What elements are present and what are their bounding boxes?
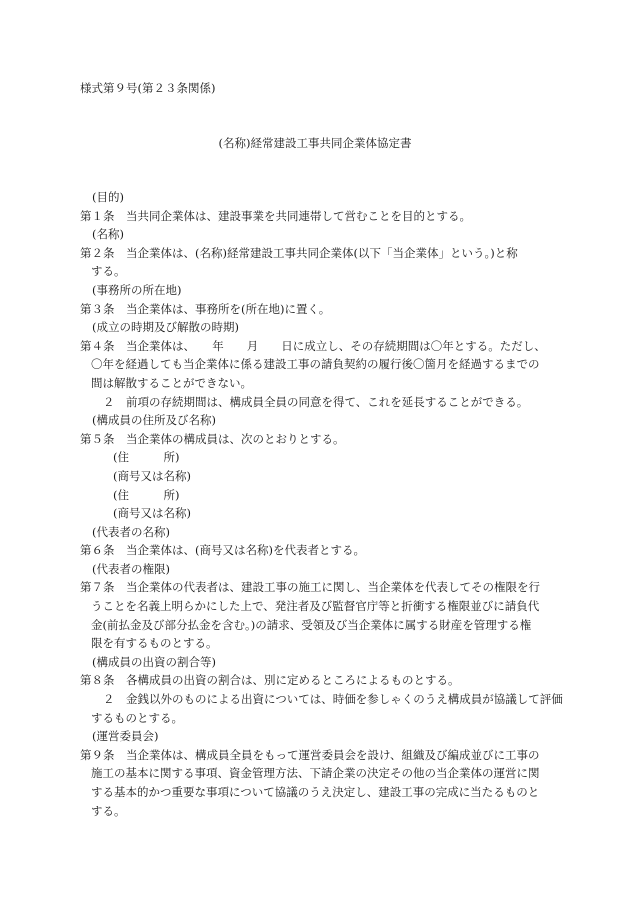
article-line: 第９条 当企業体は、構成員全員をもって運営委員会を設け、組織及び編成並びに工事の: [80, 747, 540, 762]
section-heading: (代表者の権限): [92, 561, 170, 576]
form-number: 様式第９号(第２３条関係): [80, 81, 216, 95]
sub-clause-line: ２ 前項の存続期間は、構成員全員の同意を得て、これを延長することができる。: [103, 394, 529, 409]
section-heading: (構成員の出資の割合等): [92, 654, 216, 669]
continuation-line: うことを名義上明らかにした上で、発注者及び監督官庁等と折衝する権限並びに請負代: [91, 599, 540, 614]
continuation-line: 〇年を経過しても当企業体に係る建設工事の請負契約の履行後〇箇月を経過するまでの: [91, 357, 540, 372]
article-line: 第１条 当共同企業体は、建設事業を共同連帯して営むことを目的とする。: [80, 208, 471, 223]
continuation-line: 金(前払金及び部分払金を含む。)の請求、受領及び当企業体に属する財産を管理する権: [91, 617, 532, 632]
continuation-line: 施工の基本に関する事項、資金管理方法、下請企業の決定その他の当企業体の運営に関: [91, 766, 540, 781]
member-entry: (商号又は名称): [113, 468, 191, 483]
continuation-line: 限を有するものとする。: [91, 636, 218, 651]
document-body: [80, 188, 563, 820]
section-heading: (運営委員会): [92, 729, 159, 744]
article-line: 第５条 当企業体の構成員は、次のとおりとする。: [80, 431, 345, 446]
article-line: 第６条 当企業体は、(商号又は名称)を代表者とする。: [80, 543, 365, 558]
member-entry: (商号又は名称): [113, 506, 191, 521]
article-line: 第２条 当企業体は、(名称)経常建設工事共同企業体(以下「当企業体」という。)と称: [80, 245, 518, 260]
section-heading: (事務所の所在地): [92, 282, 182, 297]
article-line: 第３条 当企業体は、事務所を(所在地)に置く。: [80, 301, 331, 316]
member-entry: (住 所): [113, 487, 180, 502]
member-entry: (住 所): [113, 450, 180, 465]
continuation-line: する。: [91, 803, 126, 818]
article-line: 第８条 各構成員の出資の割合は、別に定めるところによるものとする。: [80, 673, 460, 688]
document-title: (名称)経常建設工事共同企業体協定書: [218, 136, 412, 150]
section-heading: (成立の時期及び解散の時期): [92, 320, 239, 335]
section-heading: (構成員の住所及び名称): [92, 413, 216, 428]
article-line: 第７条 当企業体の代表者は、建設工事の施工に関し、当企業体を代表してその権限を行: [80, 580, 540, 595]
continuation-line: する。: [91, 264, 126, 279]
continuation-line: するものとする。: [91, 710, 183, 725]
sub-clause-line: ２ 金銭以外のものによる出資については、時価を参しゃくのうえ構成員が協議して評価: [103, 692, 563, 707]
continuation-line: する基本的かつ重要な事項について協議のうえ決定し、建設工事の完成に当たるものと: [91, 785, 540, 799]
section-heading: (目的): [92, 190, 124, 204]
section-heading: (名称): [92, 227, 124, 242]
continuation-line: 間は解散することができない。: [91, 375, 252, 390]
article-line: 第４条 当企業体は、 年 月 日に成立し、その存続期間は〇年とする。ただし、: [80, 338, 546, 353]
section-heading: (代表者の名称): [92, 524, 170, 539]
